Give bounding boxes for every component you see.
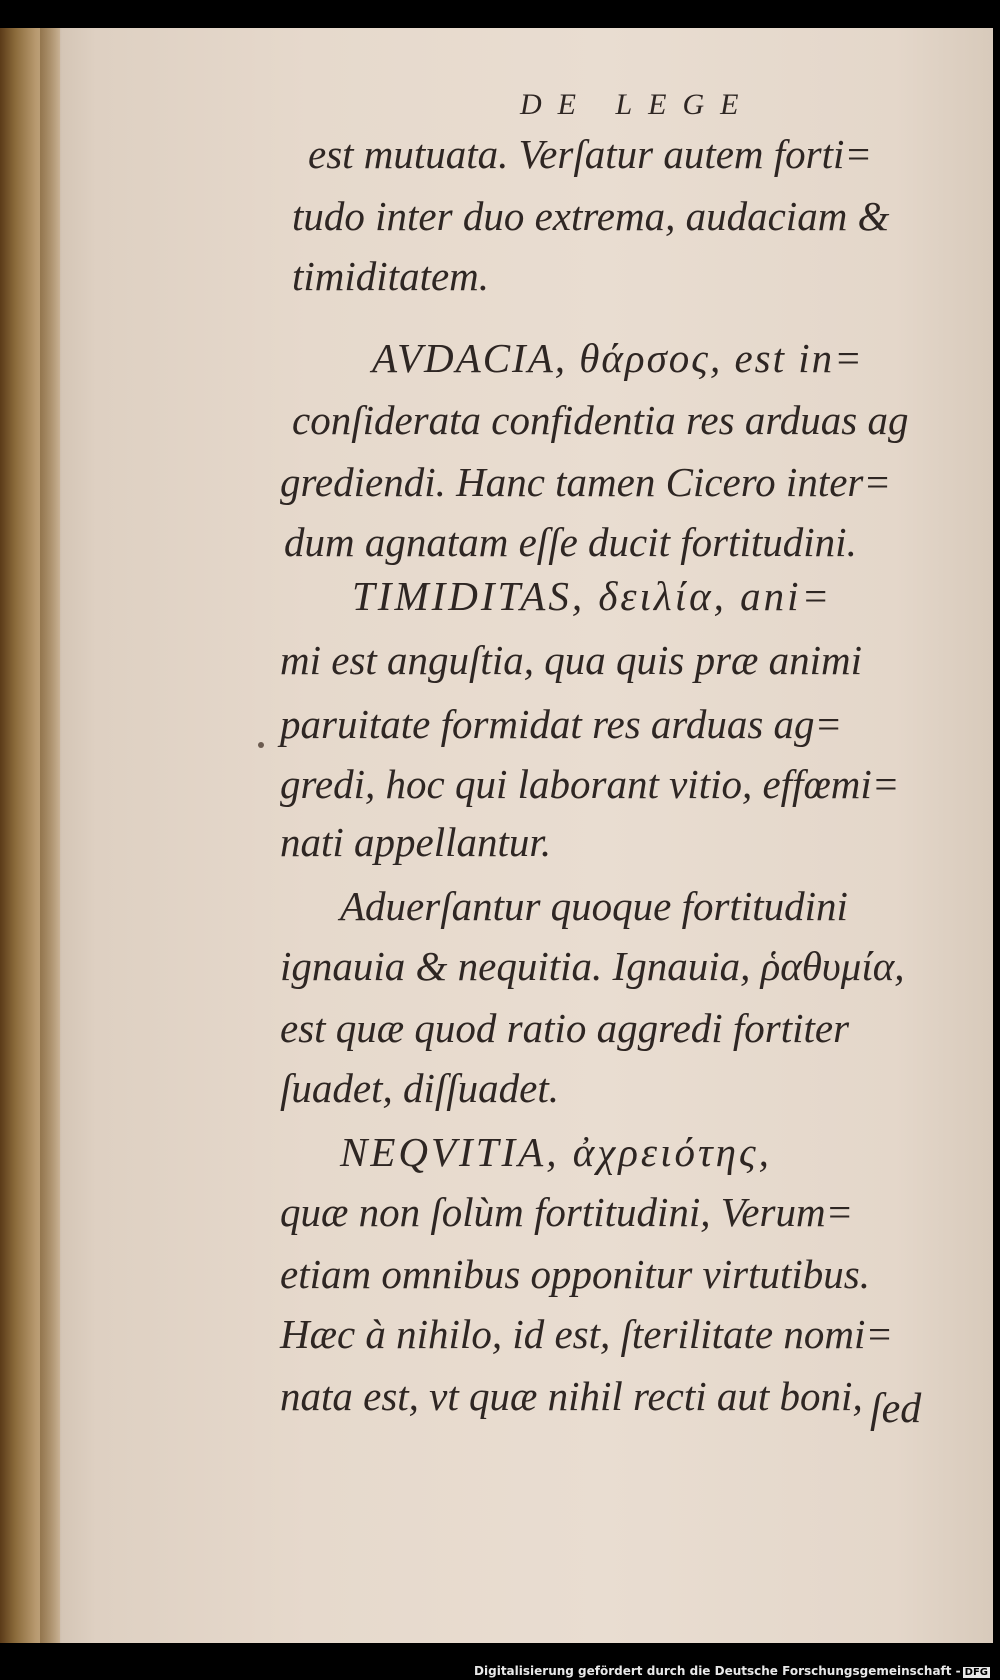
text-line: Hæc à nihilo, id est, ſterilitate nomi=	[280, 1311, 894, 1357]
text-line: mi est anguſtia, qua quis præ animi	[280, 637, 863, 683]
text-line: paruitate formidat res arduas ag=	[280, 701, 843, 747]
text-line: ſuadet, diſſuadet.	[280, 1065, 559, 1111]
text-line: NEQVITIA, ἀχρειότης,	[340, 1129, 772, 1175]
page-gutter-shadow	[40, 28, 62, 1643]
ink-speck	[258, 742, 264, 748]
catchword: ſed	[870, 1386, 922, 1432]
text-line: etiam omnibus opponitur virtutibus.	[280, 1251, 870, 1297]
running-head: DE LEGE	[520, 88, 755, 121]
digitization-credit	[474, 1664, 990, 1678]
dfg-logo: DFG	[964, 1667, 988, 1678]
text-line: Aduerſantur quoque fortitudini	[340, 883, 848, 929]
text-line: nati appellantur.	[280, 819, 552, 865]
text-line: TIMIDITAS, δειλία, ani=	[352, 573, 833, 619]
text-line: gredi, hoc qui laborant vitio, effœmi=	[280, 761, 900, 807]
text-line: grediendi. Hanc tamen Cicero inter=	[280, 459, 892, 505]
text-line: est quæ quod ratio aggredi fortiter	[280, 1005, 850, 1051]
text-line: nata est, vt quæ nihil recti aut boni,	[280, 1373, 863, 1419]
text-line: est mutuata. Verſatur autem forti=	[308, 131, 873, 177]
text-line: conſiderata confidentia res arduas ag	[292, 397, 909, 443]
text-line: tudo inter duo extrema, audaciam &	[292, 193, 890, 239]
text-line: ignauia & nequitia. Ignauia, ῥαθυμία,	[280, 943, 905, 989]
text-line: AVDACIA, θάρσος, est in=	[372, 335, 864, 381]
credit-text: Digitalisierung gefördert durch die Deutsche Forschungsgemeinschaft -	[474, 1664, 961, 1678]
text-line: dum agnatam eſſe ducit fortitudini.	[284, 519, 857, 565]
text-line: quæ non ſolùm fortitudini, Verum=	[280, 1189, 854, 1235]
text-line: timiditatem.	[292, 253, 490, 299]
